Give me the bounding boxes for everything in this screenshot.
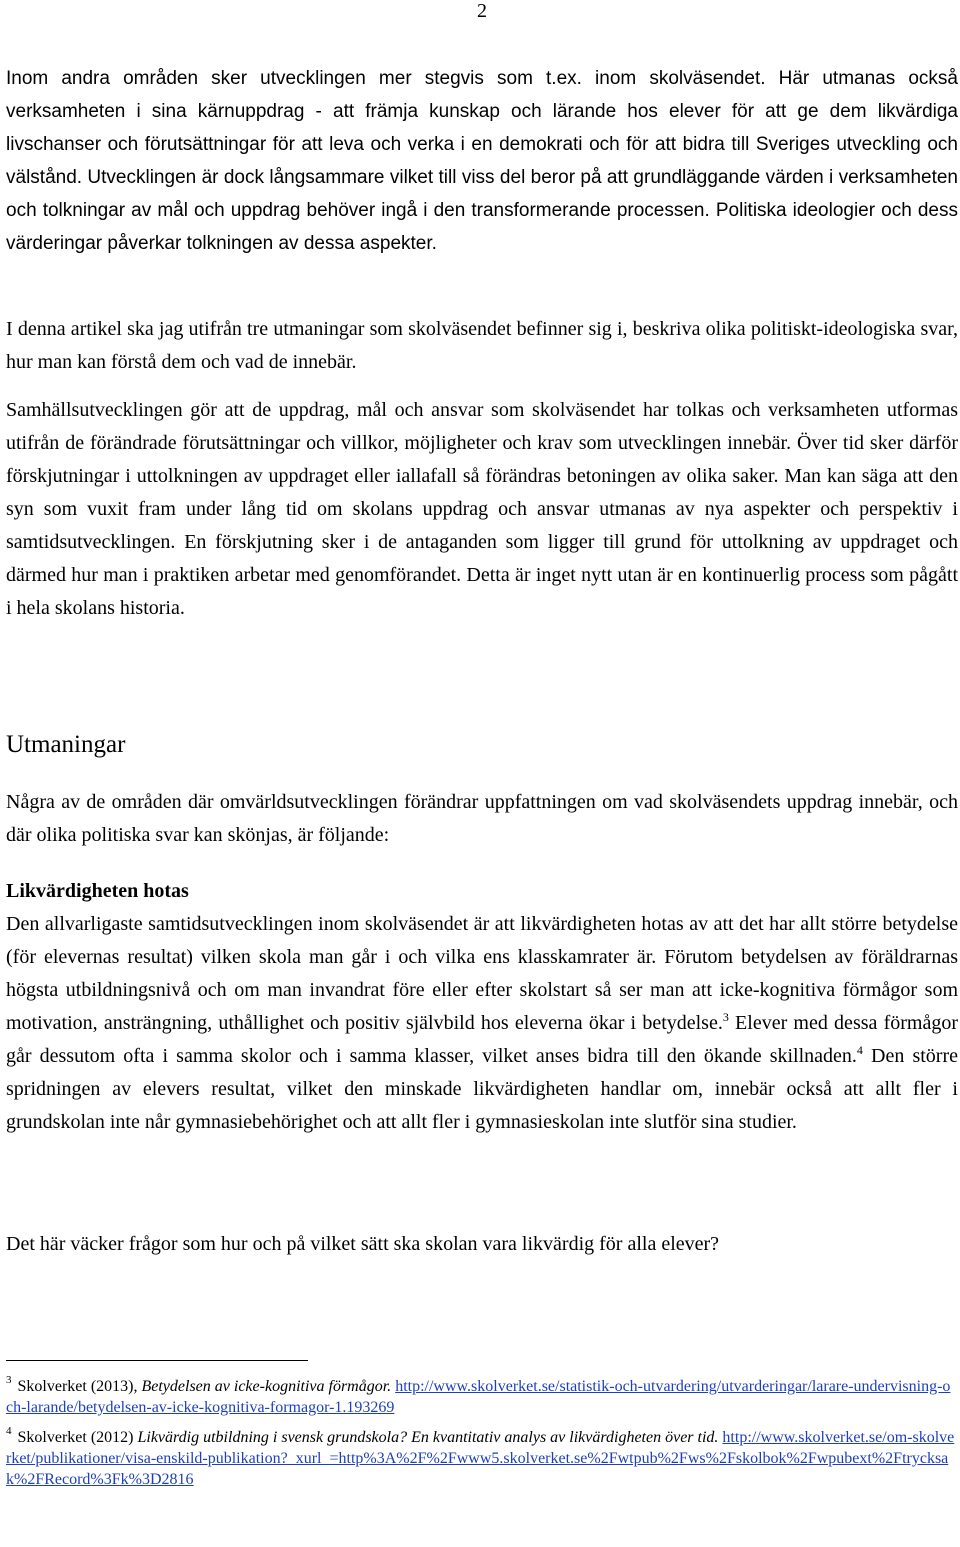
subsection-heading: Likvärdigheten hotas: [6, 880, 189, 902]
paragraph-article-purpose: I denna artikel ska jag utifrån tre utmaningar som skolväsendet befinner sig i, beskriva olika politiskt-ideologiska svar, hur man kan förstå dem och vad de innebär.: [6, 318, 958, 373]
footnote-4: [6, 1427, 956, 1490]
footnote-3-title: Betydelsen av icke-kognitiva förmågor.: [141, 1378, 392, 1395]
equity-text-part1: Den allvarligaste samtidsutvecklingen inom skolväsendet är att likvärdigheten hotas av att det har allt större betydelse (för elevernas resultat) vilken skola man går i och vilka ens klasskamrater är. Förutom betydelsen av föräldrarnas högsta utbildningsnivå och om man invandrat före eller efter skolstart så ser man att icke-kognitiva förmågor som motivation, ansträngning, uthållighet och positiv självbild hos eleverna ökar i betydelse.: [6, 913, 958, 1034]
footnote-divider: [6, 1360, 308, 1361]
equity-text-part2: Elever med dessa förmågor går dessutom ofta i samma skolor och i samma klasser, vilket anses bidra till den ökande skillnaden.: [6, 1012, 958, 1067]
footnote-3-number: 3: [6, 1374, 12, 1386]
paragraph-equity: [6, 908, 958, 1139]
footnote-ref-3[interactable]: 3: [722, 1010, 729, 1024]
footnote-4-link[interactable]: http://www.skolverket.se/om-skolverket/publikationer/visa-enskild-publikation?_xurl_=http%3A%2F%2Fwww5.skolverket.se%2Fwtpub%2Fws%2Fskolbok%2Fwpubext%2Ftrycksak%2FRecord%3Fk%3D2816: [6, 1429, 955, 1488]
footnote-3-source: Skolverket (2013),: [17, 1378, 142, 1395]
footnote-ref-4[interactable]: 4: [856, 1043, 863, 1057]
footnote-3-link[interactable]: http://www.skolverket.se/statistik-och-utvardering/utvarderingar/larare-undervisning-och-larande/betydelsen-av-icke-kognitiva-formagor-1.193269: [6, 1378, 951, 1416]
paragraph-societal-development: Samhällsutvecklingen gör att de uppdrag, mål och ansvar som skolväsendet har tolkas och verksamheten utformas utifrån de förändrade förutsättningar och villkor, möjligheter och krav som utvecklingen innebär. Över tid sker därför förskjutningar i uttolkningen av uppdraget eller iallafall så förändras betoningen av olika saker. Man kan säga att den syn som vuxit fram under lång tid om skolans uppdrag och ansvar utmanas av nya aspekter och perspektiv i samtidsutvecklingen. En förskjutning sker i de antaganden som ligger till grund för uttolkning av uppdraget och därmed hur man i praktiken arbetar med genomförandet. Detta är inget nytt utan är en kontinuerlig process som pågått i hela skolans historia.: [6, 399, 958, 619]
footnote-4-number: 4: [6, 1425, 12, 1437]
section-heading: Utmaningar: [6, 731, 126, 758]
equity-text-part3: Den större spridningen av elevers resultat, vilket den minskade likvärdigheten handlar om, innebär också att allt fler i grundskolan inte når gymnasiebehörighet och att allt fler i gymnasieskolan inte slutför sina studier.: [6, 1045, 958, 1133]
paragraph-intro: Inom andra områden sker utvecklingen mer stegvis som t.ex. inom skolväsendet. Här utmanas också verksamheten i sina kärnuppdrag - att främja kunskap och lärande hos elever för att ge dem likvärdiga livschanser och förutsättningar för att leva och verka i en demokrati och för att bidra till Sveriges utveckling och välstånd. Utvecklingen är dock långsammare vilket till viss del beror på att grundläggande värden i verksamheten och tolkningar av mål och uppdrag behöver ingå i den transformerande processen. Politiska ideologier och dess värderingar påverkar tolkningen av dessa aspekter.: [6, 68, 958, 254]
footnote-4-title: Likvärdig utbildning i svensk grundskola? En kvantitativ analys av likvärdigheten över tid.: [137, 1429, 719, 1446]
page-number: 2: [477, 0, 487, 22]
footnote-3: [6, 1376, 956, 1418]
paragraph-question: Det här väcker frågor som hur och på vilket sätt ska skolan vara likvärdig för alla elever?: [6, 1233, 720, 1255]
footnote-4-source: Skolverket (2012): [17, 1429, 138, 1446]
paragraph-section-intro: Några av de områden där omvärldsutvecklingen förändrar uppfattningen om vad skolväsendets uppdrag innebär, och där olika politiska svar kan skönjas, är följande:: [6, 791, 958, 846]
